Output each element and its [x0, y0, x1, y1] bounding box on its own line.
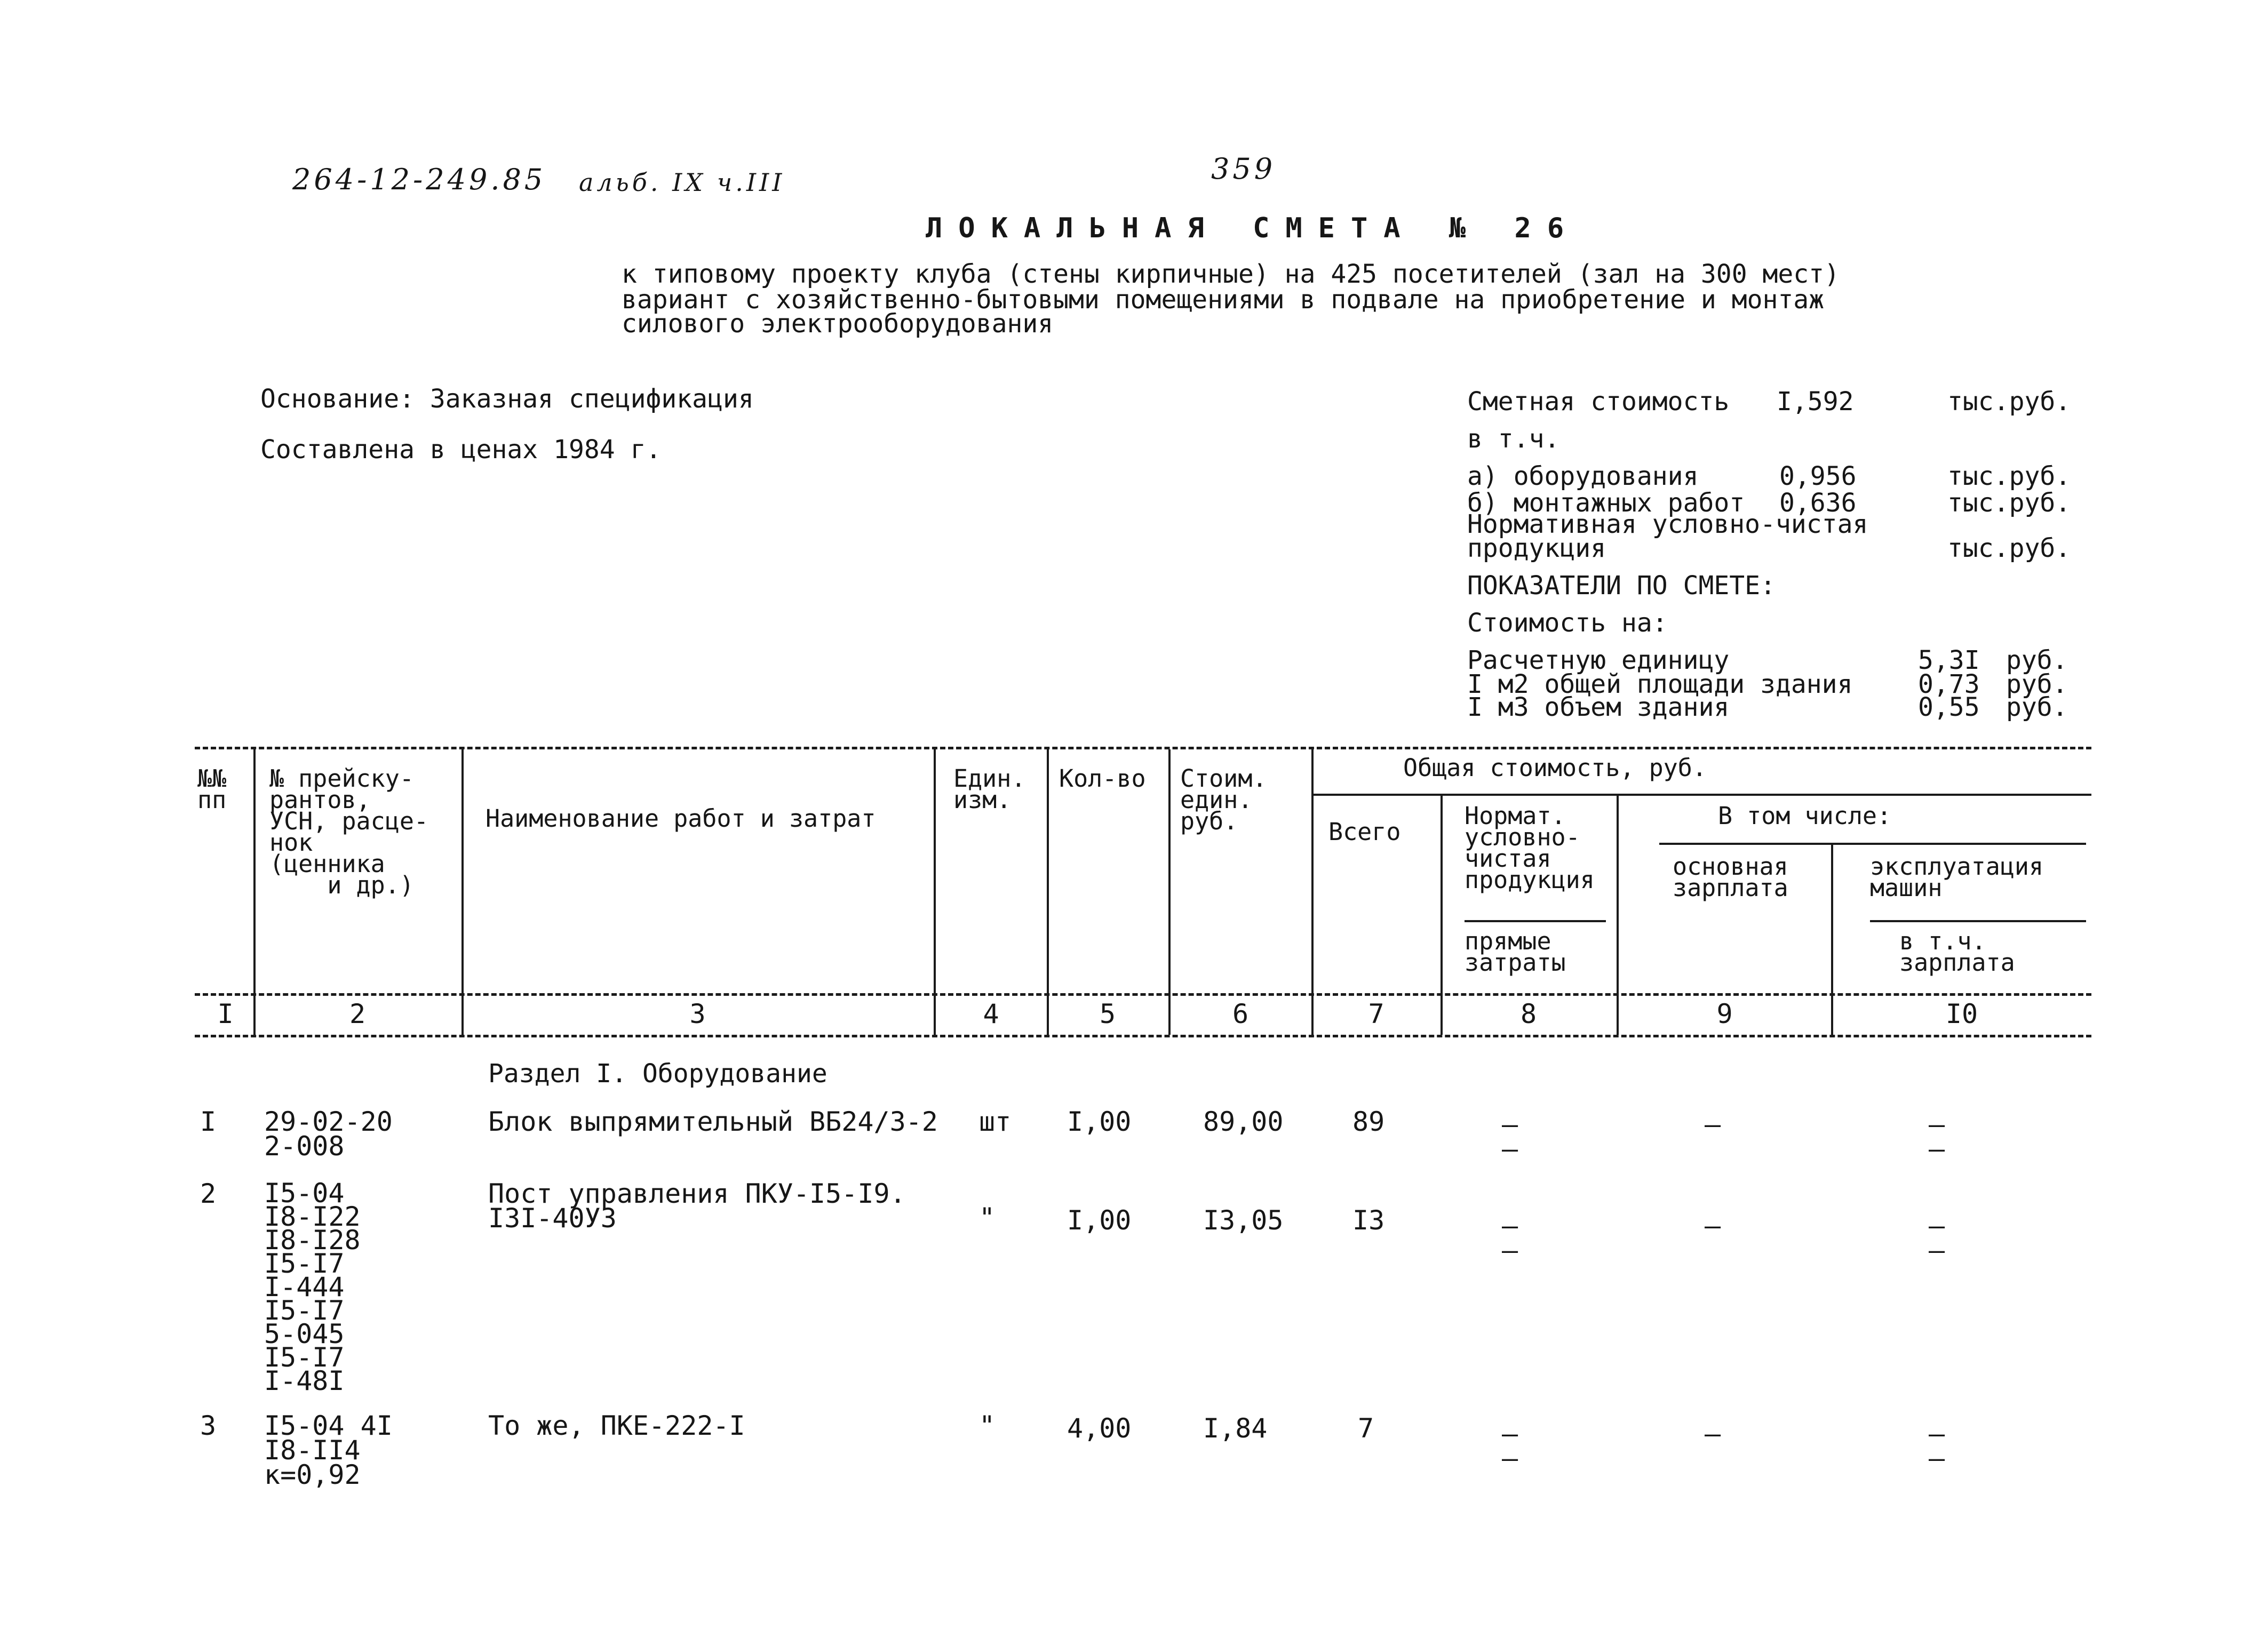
section-title: Раздел I. Оборудование — [488, 1059, 827, 1089]
row-unit: шт — [979, 1106, 1012, 1137]
m2-cost-unit: руб. — [2006, 669, 2068, 699]
row-unit-price: I,84 — [1203, 1413, 1268, 1444]
group-rule — [1312, 794, 2091, 796]
header-including: В том числе: — [1718, 802, 1892, 830]
col-number: 8 — [1520, 998, 1537, 1029]
estimated-cost-label: Сметная стоимость — [1467, 387, 1730, 417]
row-number: 3 — [200, 1410, 217, 1441]
col-number: 4 — [983, 998, 999, 1029]
unit-cost-label: Расчетную единицу — [1467, 645, 1730, 675]
m3-cost-unit: руб. — [2006, 692, 2068, 722]
col-divider — [1168, 749, 1171, 1035]
estimated-cost-unit: тыс.руб. — [1947, 387, 2071, 417]
row-total: 7 — [1358, 1413, 1374, 1444]
prices-year-line: Составлена в ценах 1984 г. — [260, 435, 662, 465]
norm-rule — [1465, 920, 1606, 922]
row-quantity: 4,00 — [1067, 1413, 1132, 1444]
header-machines-salary: в т.ч. зарплата — [1899, 927, 2015, 977]
header-pricelist: № прейску- рантов, УСН, расце- нок (ценника и др.) — [269, 764, 429, 899]
row-total: I3 — [1352, 1205, 1385, 1236]
m3-cost-label: I м3 объем здания — [1467, 692, 1730, 722]
row-number: I — [200, 1106, 217, 1137]
header-machines: эксплуатация машин — [1870, 852, 2044, 902]
basis-line: Основание: Заказная спецификация — [260, 384, 754, 414]
table-header-rule — [195, 993, 2091, 996]
equipment-unit: тыс.руб. — [1947, 461, 2071, 491]
row-name: Блок выпрямительный ВБ24/3-2 — [488, 1106, 938, 1137]
indicators-heading: ПОКАЗАТЕЛИ ПО СМЕТЕ: — [1467, 571, 1776, 601]
machines-rule — [1870, 920, 2086, 922]
unit-cost-unit: руб. — [2006, 645, 2068, 675]
album-reference: альб. IX ч.III — [579, 168, 785, 197]
m3-cost-value: 0,55 — [1918, 692, 1980, 722]
col-divider — [1311, 749, 1314, 1035]
row-code: 29-02-20 2-008 — [264, 1106, 393, 1162]
col-divider — [1831, 843, 1833, 1035]
m2-cost-value: 0,73 — [1918, 669, 1980, 699]
row-unit: " — [979, 1202, 996, 1233]
row-salary: – — [1705, 1210, 1721, 1241]
installation-unit: тыс.руб. — [1947, 488, 2071, 518]
header-work-name: Наименование работ и затрат — [486, 804, 876, 833]
m2-cost-label: I м2 общей площади здания — [1467, 669, 1853, 699]
table-numbers-rule — [195, 1035, 2091, 1037]
col-divider — [253, 749, 256, 1035]
equipment-value: 0,956 — [1779, 461, 1857, 491]
cost-per-label: Стоимость на: — [1467, 608, 1668, 638]
header-direct-costs: прямые затраты — [1465, 927, 1566, 977]
row-number: 2 — [200, 1178, 217, 1209]
row-unit-price: 89,00 — [1203, 1106, 1284, 1137]
including-label: в т.ч. — [1467, 424, 1560, 454]
col-divider — [1441, 795, 1443, 1035]
installation-label: б) монтажных работ — [1467, 488, 1745, 518]
col-number: 3 — [689, 998, 706, 1029]
equipment-label: а) оборудования — [1467, 461, 1699, 491]
normative-label-2: продукция — [1467, 533, 1606, 563]
document-title: ЛОКАЛЬНАЯ СМЕТА № 26 — [926, 212, 1580, 244]
row-unit: " — [979, 1410, 996, 1441]
row-normative: – – — [1502, 1109, 1518, 1164]
unit-cost-value: 5,3I — [1918, 645, 1980, 675]
installation-value: 0,636 — [1779, 488, 1857, 518]
col-number: 7 — [1368, 998, 1384, 1029]
header-base-salary: основная зарплата — [1673, 852, 1788, 902]
row-quantity: I,00 — [1067, 1106, 1132, 1137]
col-divider — [461, 749, 464, 1035]
header-row-number: №№ пп — [197, 764, 227, 814]
row-name: То же, ПКЕ-222-I — [488, 1410, 745, 1441]
row-machines: – – — [1929, 1210, 1945, 1266]
col-number: 6 — [1232, 998, 1249, 1029]
header-unit-price: Стоим. един. руб. — [1180, 764, 1267, 835]
row-code: I5-04 4I I8-II4 к=0,92 — [264, 1410, 393, 1490]
col-number: 5 — [1099, 998, 1116, 1029]
header-quantity: Кол-во — [1059, 764, 1146, 793]
row-salary: – — [1705, 1109, 1721, 1140]
row-machines: – – — [1929, 1109, 1945, 1164]
header-total-cost: Общая стоимость, руб. — [1403, 754, 1707, 782]
table-top-rule — [195, 747, 2091, 749]
subtitle-line-3: силового электрооборудования — [622, 309, 1054, 339]
row-code: I5-04 I8-I22 I8-I28 I5-I7 I-444 I5-I7 5-045 I5-I7 I-48I — [264, 1178, 361, 1396]
col-divider — [1047, 749, 1049, 1035]
col-divider — [1617, 795, 1619, 1035]
incl-rule — [1659, 843, 2086, 845]
row-normative: – – — [1502, 1418, 1518, 1474]
col-number: I — [217, 998, 234, 1029]
document-code: 264-12-249.85 — [292, 163, 546, 196]
header-unit: Един. изм. — [953, 764, 1026, 814]
col-number: 9 — [1716, 998, 1733, 1029]
col-number: I0 — [1945, 998, 1978, 1029]
estimated-cost-value: I,592 — [1777, 387, 1854, 417]
row-normative: – – — [1502, 1210, 1518, 1266]
header-normative: Нормат. условно- чистая продукция — [1465, 802, 1595, 894]
subtitle-line-1: к типовому проекту клуба (стены кирпичные) на 425 посетителей (зал на 300 мест) — [622, 259, 1840, 289]
row-salary: – — [1705, 1418, 1721, 1449]
normative-label: Нормативная условно-чистая — [1467, 509, 1868, 539]
row-unit-price: I3,05 — [1203, 1205, 1284, 1236]
subtitle-line-2: вариант с хозяйственно-бытовыми помещениями в подвале на приобретение и монтаж — [622, 285, 1825, 315]
normative-unit: тыс.руб. — [1947, 533, 2071, 563]
header-total: Всего — [1328, 818, 1401, 846]
page-number: 359 — [1211, 152, 1276, 186]
col-divider — [934, 749, 936, 1035]
row-total: 89 — [1352, 1106, 1385, 1137]
row-name: Пост управления ПКУ-I5-I9. I3I-40У3 — [488, 1178, 906, 1234]
col-number: 2 — [349, 998, 366, 1029]
row-quantity: I,00 — [1067, 1205, 1132, 1236]
row-machines: – – — [1929, 1418, 1945, 1474]
